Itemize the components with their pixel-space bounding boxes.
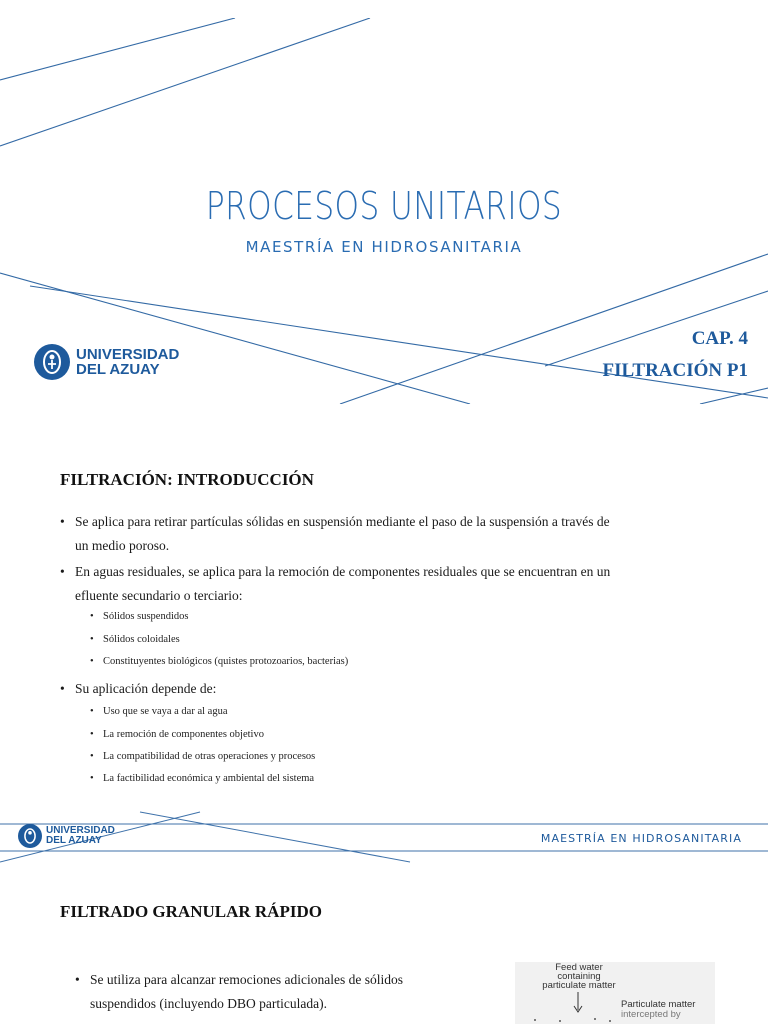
bullet-text-line: Su aplicación depende de: [75, 681, 217, 696]
bullet-text-line: suspendidos (incluyendo DBO particulada). [90, 996, 327, 1011]
bullet-text-line: un medio poroso. [75, 538, 170, 553]
logo-line-1: UNIVERSIDAD [76, 345, 180, 363]
filtration-figure [515, 962, 715, 1024]
chapter-topic: FILTRACIÓN P1 [602, 360, 748, 381]
bullet-item [60, 510, 730, 558]
sub-bullet-item [90, 751, 315, 762]
bullet-text-line: efluente secundario o terciario: [75, 588, 243, 603]
sub-bullet-text: Sólidos suspendidos [103, 611, 189, 622]
logo-line-1: UNIVERSIDAD [46, 824, 115, 836]
bullet-dot: • [60, 681, 65, 696]
sub-bullet-text: Uso que se vaya a dar al agua [103, 706, 228, 717]
bullet-dot: • [90, 634, 94, 645]
university-logo [34, 344, 179, 380]
sub-bullet-text: Sólidos coloidales [103, 634, 180, 645]
bullet-item [60, 560, 730, 608]
university-emblem-icon [34, 344, 70, 380]
logo-line-2: DEL AZUAY [46, 835, 102, 846]
footer-university-logo [18, 824, 115, 848]
figure-label-feed: containing [557, 971, 601, 982]
sub-bullet-item [90, 634, 180, 645]
bullet-dot: • [75, 972, 80, 987]
presentation-title: PROCESOS UNITARIOS [205, 184, 563, 228]
sub-bullet-text: Constituyentes biológicos (quistes protozoarios, bacterias) [103, 656, 349, 667]
bullet-dot: • [90, 611, 94, 622]
figure-label-feed: particulate matter [542, 980, 616, 991]
bullet-text-line: Se aplica para retirar partículas sólidas en suspensión mediante el paso de la suspensión a través de [75, 514, 610, 529]
presentation-subtitle: MAESTRÍA EN HIDROSANITARIA [245, 238, 523, 256]
bullet-item [75, 968, 475, 1016]
content-slide-intro [0, 434, 768, 864]
bullet-text-line: Se utiliza para alcanzar remociones adicionales de sólidos [90, 972, 403, 987]
slide-heading: FILTRACIÓN: INTRODUCCIÓN [60, 470, 314, 489]
sub-bullet-item [90, 729, 264, 740]
bullet-dot: • [90, 706, 94, 717]
bullet-dot: • [60, 564, 65, 579]
figure-label-particulate: Particulate matter [621, 999, 696, 1010]
logo-line-2: DEL AZUAY [76, 361, 160, 378]
university-emblem-icon [18, 824, 42, 848]
sub-bullet-item [90, 773, 314, 784]
footer-program-name: MAESTRÍA EN HIDROSANITARIA [540, 832, 742, 845]
sub-bullet-text: La remoción de componentes objetivo [103, 729, 264, 740]
slide-heading: FILTRADO GRANULAR RÁPIDO [60, 902, 322, 921]
bullet-item [60, 677, 730, 701]
bullet-dot: • [90, 773, 94, 784]
sub-bullet-item [90, 706, 228, 717]
figure-label-particulate: intercepted by [621, 1009, 681, 1020]
bullet-dot: • [90, 729, 94, 740]
sub-bullet-text: La factibilidad económica y ambiental del sistema [103, 773, 315, 784]
title-slide [0, 18, 768, 404]
sub-bullet-item [90, 611, 188, 622]
bullet-dot: • [90, 656, 94, 667]
bullet-dot: • [90, 751, 94, 762]
sub-bullet-text: La compatibilidad de otras operaciones y procesos [103, 751, 316, 762]
chapter-number: CAP. 4 [691, 328, 748, 349]
sub-bullet-item [90, 656, 348, 667]
figure-label-feed: Feed water [555, 962, 603, 973]
bullet-text-line: En aguas residuales, se aplica para la remoción de componentes residuales que se encuentran en un [75, 564, 611, 579]
bullet-dot: • [60, 514, 65, 529]
